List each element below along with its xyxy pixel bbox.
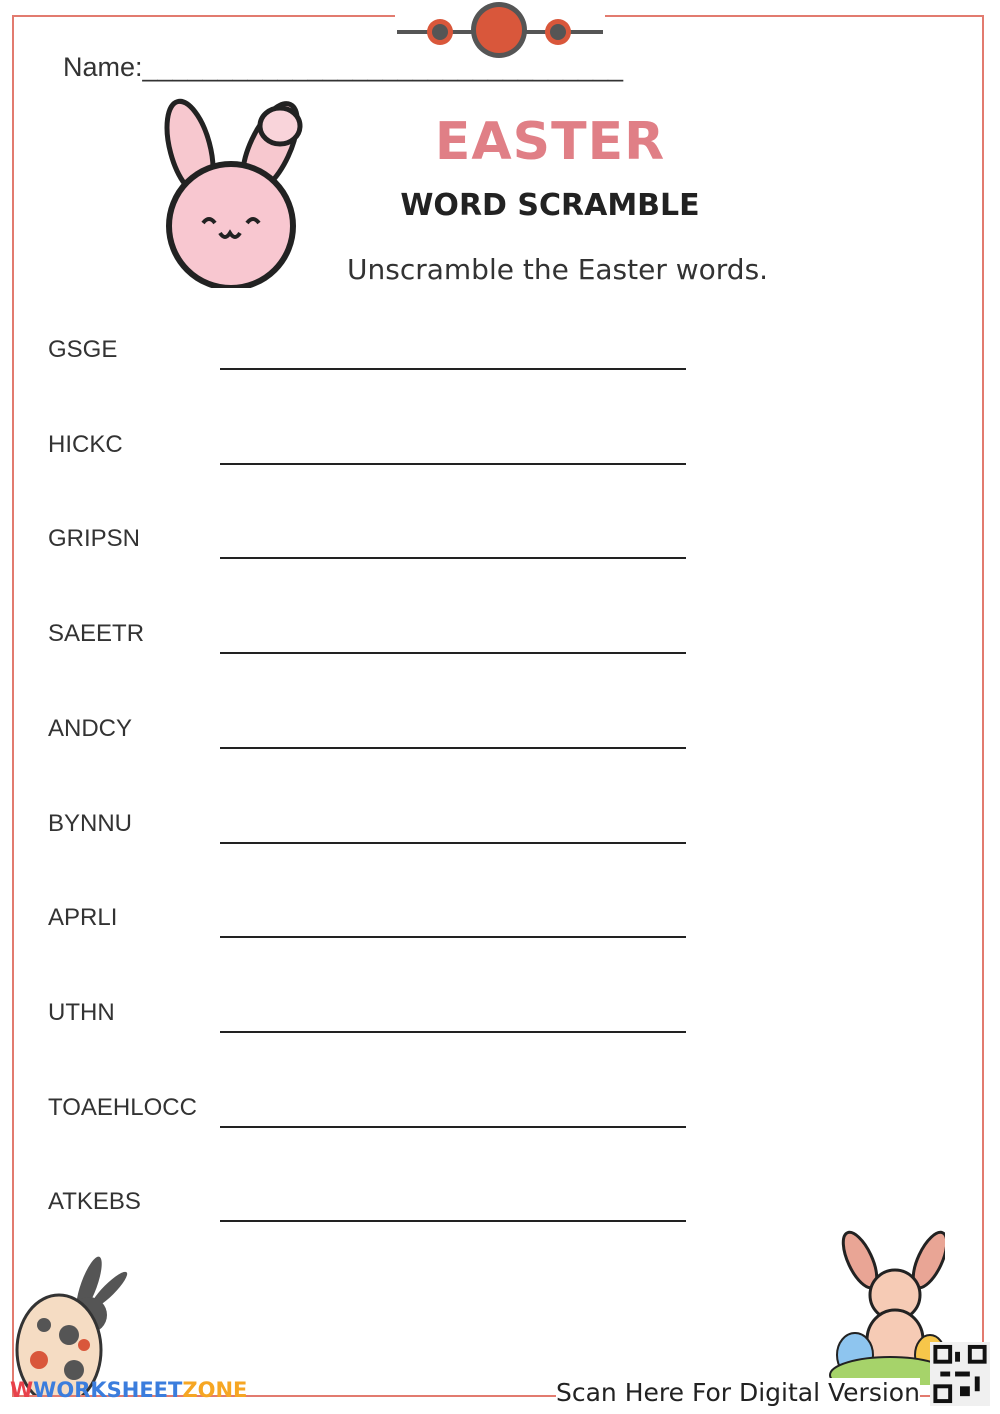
worksheetzone-logo: WWORKSHEETZONE bbox=[10, 1378, 248, 1402]
answer-line[interactable] bbox=[220, 463, 686, 465]
scrambled-word: TOAEHLOCC bbox=[48, 1093, 197, 1121]
scrambled-word: APRLI bbox=[48, 904, 118, 932]
scrambled-word: SAEETR bbox=[48, 620, 145, 648]
subtitle: WORD SCRAMBLE bbox=[400, 188, 700, 223]
answer-line[interactable] bbox=[220, 368, 686, 370]
answer-line[interactable] bbox=[220, 936, 686, 938]
scrambled-word: UTHN bbox=[48, 998, 115, 1026]
answer-line[interactable] bbox=[220, 842, 686, 844]
answer-line[interactable] bbox=[220, 747, 686, 749]
scrambled-word: GRIPSN bbox=[48, 525, 141, 553]
scrambled-word: ANDCY bbox=[48, 714, 133, 742]
qr-code-icon[interactable] bbox=[930, 1342, 990, 1406]
scrambled-word: ATKEBS bbox=[48, 1188, 141, 1216]
title: EASTER bbox=[434, 112, 666, 172]
bunny-with-eggs-icon bbox=[815, 1225, 945, 1385]
answer-line[interactable] bbox=[220, 1031, 686, 1033]
bunny-head-icon bbox=[155, 98, 305, 288]
instructions: Unscramble the Easter words. bbox=[347, 253, 769, 286]
scrambled-word: BYNNU bbox=[48, 809, 133, 837]
answer-line[interactable] bbox=[220, 557, 686, 559]
scan-caption: Scan Here For Digital Version bbox=[556, 1378, 920, 1407]
scrambled-word: GSGE bbox=[48, 336, 118, 363]
answer-line[interactable] bbox=[220, 652, 686, 654]
answer-line[interactable] bbox=[220, 1220, 686, 1222]
egg-bunny-icon bbox=[14, 1245, 134, 1395]
scrambled-word: HICKC bbox=[48, 430, 123, 458]
name-field[interactable]: Name:________________________________ bbox=[63, 52, 624, 82]
answer-line[interactable] bbox=[220, 1126, 686, 1128]
